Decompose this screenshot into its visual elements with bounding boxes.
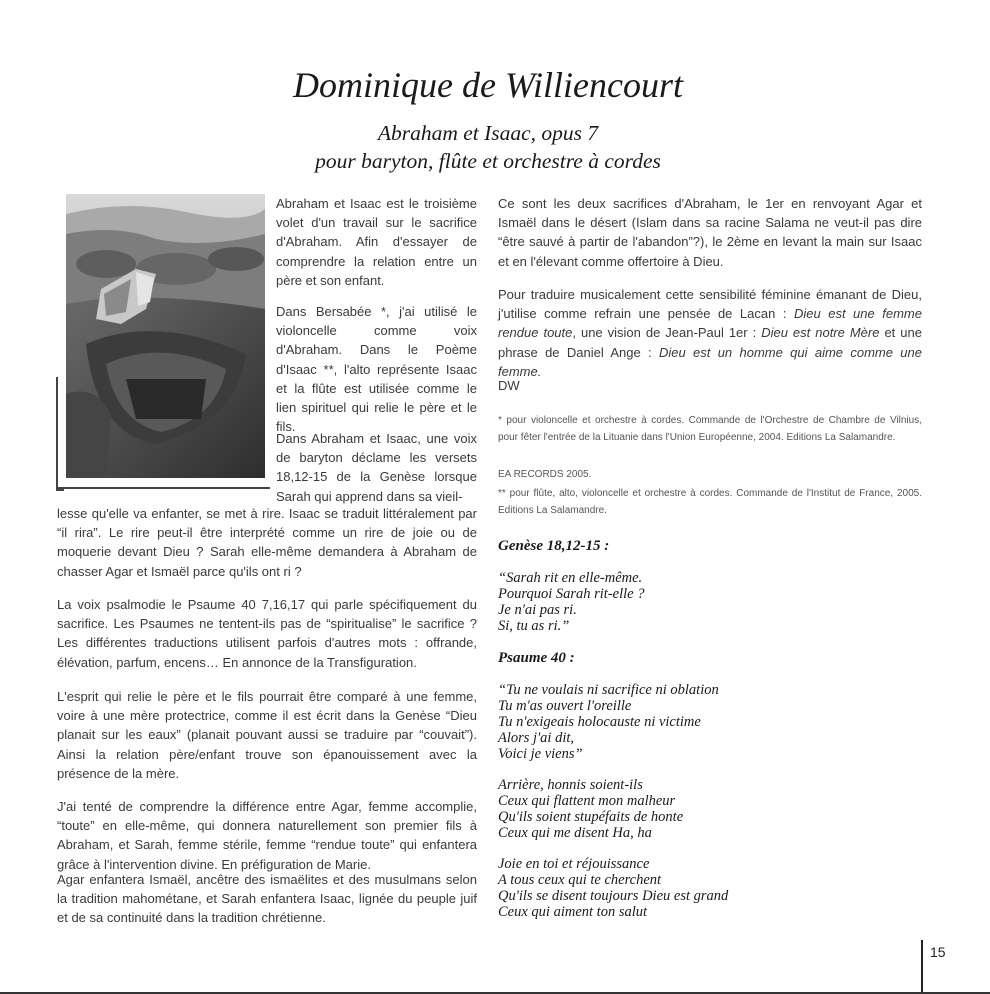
page-number-rule: [921, 940, 923, 993]
author-signature: DW: [498, 378, 520, 393]
refrain-intro: Pour traduire musicalement cette sensibilité féminine émanant de Dieu, j'utilise comme refrain une pensée de Lacan :: [498, 287, 922, 322]
photo-frame-rule: [56, 487, 270, 489]
psaume-stanza-2: Arrière, honnis soient-ils Ceux qui flattent mon malheur Qu'ils soient stupéfaits de honte Ceux qui me disent Ha, ha: [498, 777, 684, 841]
genese-heading: Genèse 18,12-15 :: [498, 538, 610, 554]
intro-paragraph-3b: lesse qu'elle va enfanter, se met à rire. Isaac se traduit littéralement par “il rira”. Le rire peut-il être interprété comme un rire de joie ou de moquerie devant Dieu ? Sarah elle-même demandera à Abraham de chasser Agar et Ismaël parce qu'ils ont ri ?: [57, 506, 477, 579]
footnote-1: * pour violoncelle et orchestre à cordes. Commande de l'Orchestre de Chambre de Vilnius, pour fêter l'entrée de la Lituanie dans l'Union Européenne, 2004. Editions La Salamandre.: [498, 415, 922, 443]
genese-text: “Sarah rit en elle-même. Pourquoi Sarah rit-elle ? Je n'ai pas ri. Si, tu as ri.”: [498, 570, 645, 634]
psaume-stanza-1: “Tu ne voulais ni sacrifice ni oblation Tu m'as ouvert l'oreille Tu n'exigeais holocauste ni victime Alors j'ai dit, Voici je viens”: [498, 682, 719, 762]
page-number: 15: [930, 944, 946, 960]
body-paragraph-psalm: La voix psalmodie le Psaume 40 7,16,17 qui parle spécifiquement du sacrifice. Les Psaumes ne tentent-ils pas de “spiritualise” le sacrifice ? Les différentes traductions utilisent parfois d'autres mots : offrande, élévation, parfum, encens… En annonce de la Transfiguration.: [57, 597, 477, 670]
page-title: Dominique de Williencourt: [293, 65, 683, 105]
right-paragraph-refrain: [498, 285, 922, 381]
work-title-line-1: Abraham et Isaac, opus 7: [377, 121, 599, 145]
intro-paragraph-3a: Dans Abraham et Isaac, une voix de baryton déclame les versets 18,12-15 de la Genèse lorsque Sarah qui apprend dans sa vieil-: [276, 431, 477, 504]
body-paragraph-lineage: Agar enfantera Ismaël, ancêtre des ismaëlites et des musulmans selon la tradition mahométane, et Sarah enfantera Isaac, lignée du peuple juif et de sa continuité dans la tradition chrétienne.: [57, 872, 477, 926]
psaume-stanza-3: Joie en toi et réjouissance A tous ceux qui te cherchent Qu'ils se disent toujours Dieu est grand Ceux qui aiment ton salut: [498, 856, 729, 920]
psaume-heading: Psaume 40 :: [498, 650, 575, 666]
footnote-2: ** pour flûte, alto, violoncelle et orchestre à cordes. Commande de l'Institut de France, 2005. Editions La Salamandre.: [498, 488, 922, 516]
work-title-line-2: pour baryton, flûte et orchestre à cordes: [315, 149, 661, 173]
right-paragraph-sacrifices: Ce sont les deux sacrifices d'Abraham, le 1er en renvoyant Agar et Ismaël dans le désert (Islam dans sa racine Salama ne veut-il pas dire “être sauvé à partir de l'abandon”?), le 2ème en levant la main sur Isaac et en l'élevant comme offertoire à Dieu.: [498, 196, 922, 269]
refrain-mid-2: et une phrase de Daniel Ange :: [498, 325, 922, 360]
body-paragraph-agar-sarah: J'ai tenté de comprendre la différence entre Agar, femme accomplie, “toute” en elle-même, qui donnera naturellement son premier fils à Abraham, et Sarah, femme stérile, femme “rendue toute” qui enfantera grâce à l'intervention divine. En préfiguration de Marie.: [57, 799, 477, 872]
intro-paragraph-1: Abraham et Isaac est le troisième volet d'un travail sur le sacrifice d'Abraham. Afin d'essayer de comprendre la relation entre un père et son enfant.: [276, 196, 477, 288]
lacan-quote: Dieu est une femme rendue toute: [498, 306, 922, 341]
photo-frame-corner: [56, 377, 64, 491]
jean-paul-quote: Dieu est notre Mère: [761, 325, 880, 341]
footnote-record: EA RECORDS 2005.: [498, 469, 592, 480]
body-paragraph-spirit: L'esprit qui relie le père et le fils pourrait être comparé à une femme, voire à une mère protectrice, comme il est écrit dans la Genèse “Dieu planait sur les eaux” (planait pouvant aussi se traduire par “couvait”). Ainsi la relation père/enfant trouve son épanouissement avec la présence de la mère.: [57, 689, 477, 781]
refrain-mid-1: , une vision de Jean-Paul 1er :: [572, 325, 762, 341]
landscape-photo: [66, 194, 265, 478]
daniel-ange-quote: Dieu est un homme qui aime comme une femme.: [498, 344, 922, 379]
intro-paragraph-2: Dans Bersabée *, j'ai utilisé le violoncelle comme voix d'Abraham. Dans le Poème d'Isaac **, l'alto représente Isaac et la flûte est utilisée comme le lien spirituel qui relie le père et le fils.: [276, 304, 477, 435]
